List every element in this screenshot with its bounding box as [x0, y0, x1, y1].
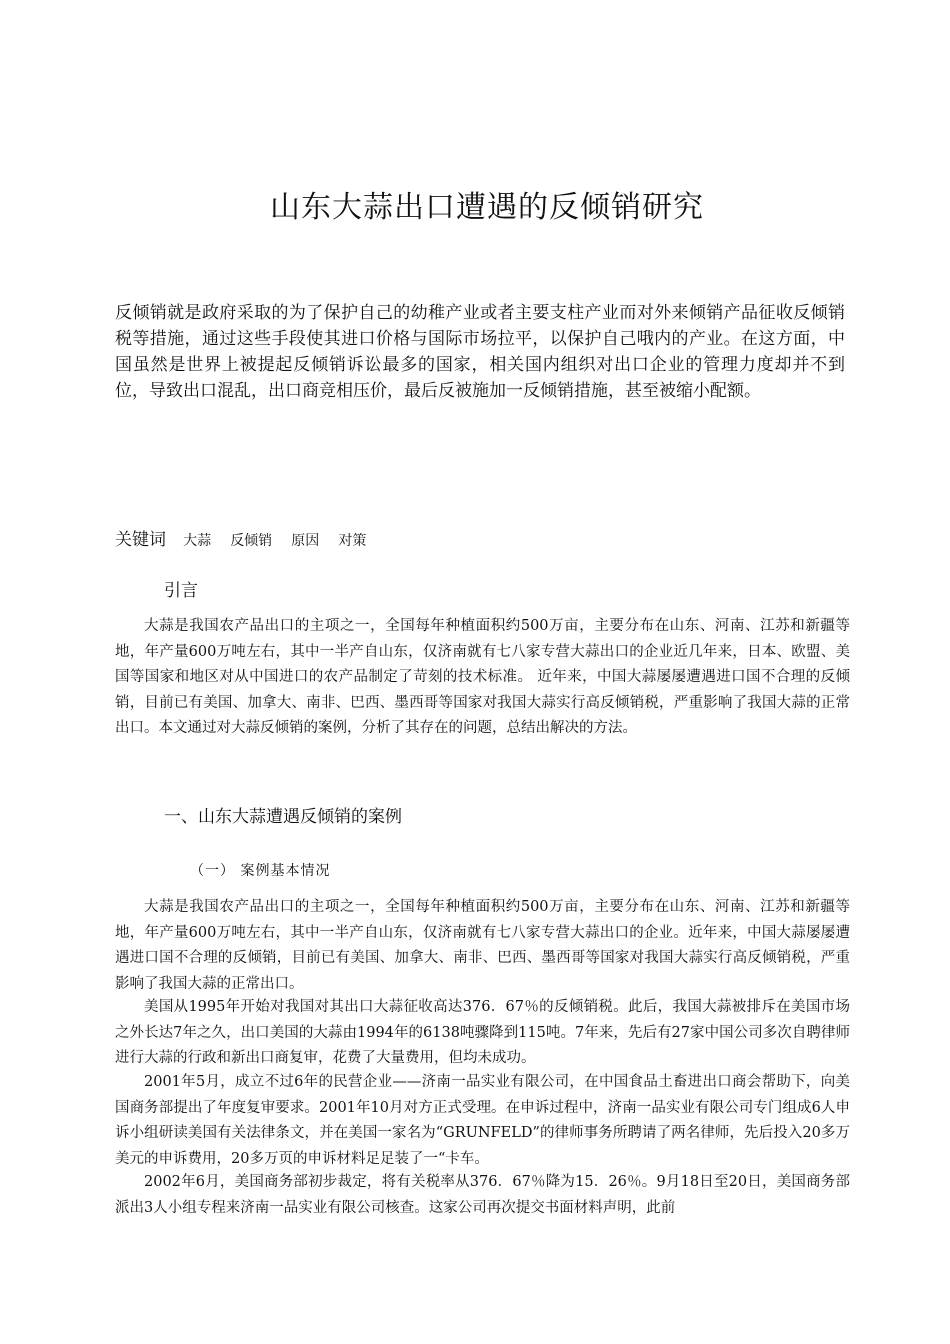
page-title: 山东大蒜出口遭遇的反倾销研究: [270, 190, 704, 225]
keyword-item: 大蒜: [183, 533, 212, 549]
keywords-line: [115, 525, 845, 550]
keywords-label: 关键词: [115, 530, 166, 550]
body-paragraph: 大蒜是我国农产品出口的主项之一，全国每年种植面积约500万亩，主要分布在山东、河南、江苏和新疆等地，年产量600万吨左右，其中一半产自山东，仅济南就有七八家专营大蒜出口的企业。近年来，中国大蒜屡屡遭遇进口国不合理的反倾销，目前已有美国、加拿大、南非、巴西、墨西哥等国家对我国大蒜实行高反倾销税，严重影响了我国大蒜的正常出口。: [115, 899, 850, 992]
subsection-1-heading: （一） 案例基本情况: [190, 863, 331, 879]
intro-paragraph: 大蒜是我国农产品出口的主项之一，全国每年种植面积约500万亩，主要分布在山东、河南、江苏和新疆等地，年产量600万吨左右，其中一半产自山东，仅济南就有七八家专营大蒜出口的企业近几年来，日本、欧盟、美国等国家和地区对从中国进口的农产品制定了苛刻的技术标准。 近年来，中国大蒜屡屡遭遇进口国不合理的反倾销，目前已有美国、加拿大、南非、巴西、墨西哥等国家对我国大蒜实行高反倾销税，严重影响了我国大蒜的正常出口。本文通过对大蒜反倾销的案例，分析了其存在的问题，总结出解决的方法。: [115, 618, 850, 736]
keyword-item: 对策: [338, 533, 367, 549]
body-paragraph: 2001年5月，成立不过6年的民营企业——济南一品实业有限公司，在中国食品土畜进出口商会帮助下，向美国商务部提出了年度复审要求。2001年10月对方正式受理。在申诉过程中，济南一品实业有限公司专门组成6人申诉小组研读美国有关法律条文，并在美国一家名为“GRUNFELD”的律师事务所聘请了两名律师，先后投入20多万美元的申诉费用，20多万页的申诉材料足足装了一“卡车。: [115, 1074, 850, 1167]
abstract-paragraph: 反倾销就是政府采取的为了保护自己的幼稚产业或者主要支柱产业而对外来倾销产品征收反倾销税等措施，通过这些手段使其进口价格与国际市场拉平，以保护自己哦内的产业。在这方面，中国虽然是世界上被提起反倾销诉讼最多的国家，相关国内组织对出口企业的管理力度却并不到位，导致出口混乱，出口商竞相压价，最后反被施加一反倾销措施，甚至被缩小配额。: [115, 303, 845, 401]
intro-heading: 引言: [164, 581, 198, 601]
keyword-item: 原因: [291, 533, 320, 549]
section-1-heading: 一、山东大蒜遭遇反倾销的案例: [164, 807, 402, 827]
body-paragraph: 美国从1995年开始对我国对其出口大蒜征收高达376．67％的反倾销税。此后，我国大蒜被排斥在美国市场之外长达7年之久，出口美国的大蒜由1994年的6138吨骤降到115吨。7年来，先后有27家中国公司多次自聘律师进行大蒜的行政和新出口商复审，花费了大量费用，但均未成功。: [115, 999, 850, 1066]
body-paragraph: 2002年6月，美国商务部初步裁定，将有关税率从376．67％降为15．26％。9月18日至20日，美国商务部派出3人小组专程来济南一品实业有限公司核查。这家公司再次提交书面材料声明，此前: [115, 1174, 850, 1216]
keyword-item: 反倾销: [230, 533, 273, 549]
